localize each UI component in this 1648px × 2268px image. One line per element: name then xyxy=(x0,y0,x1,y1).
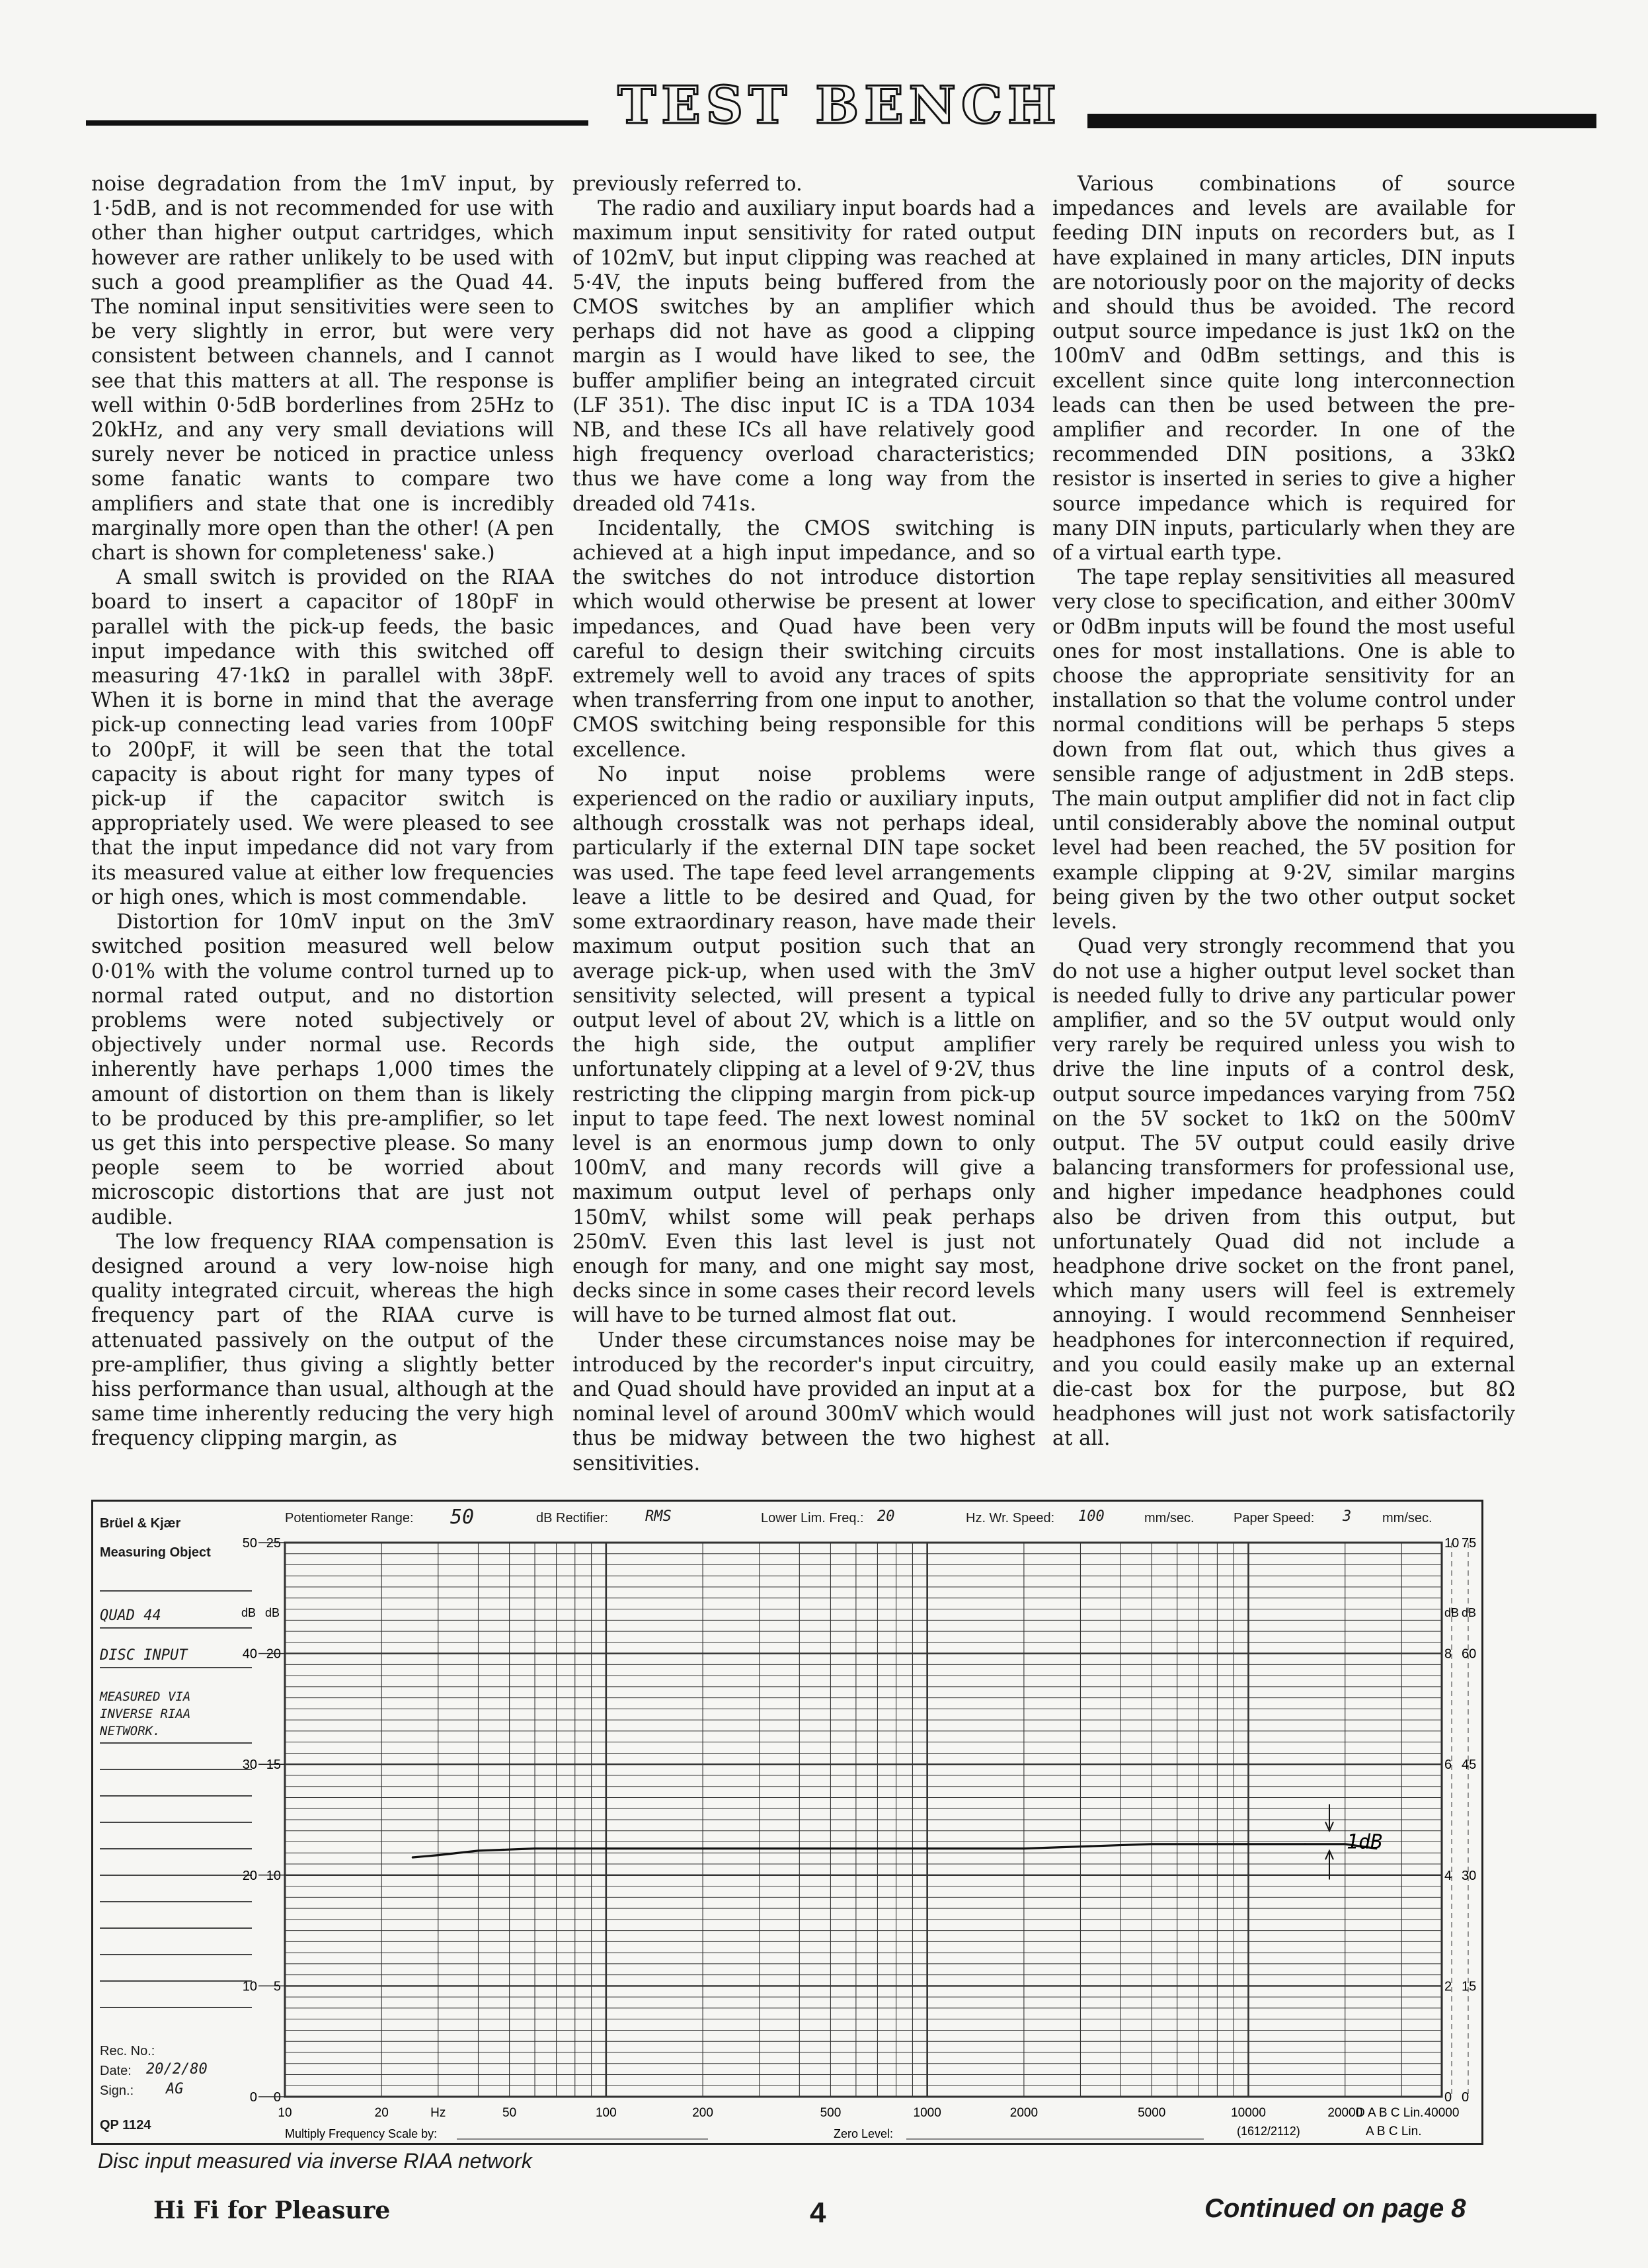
x-tick-label: Hz xyxy=(430,2106,446,2120)
rectifier-value: RMS xyxy=(645,1508,672,1525)
y-tick-label-outer: 10 xyxy=(242,1979,257,1994)
x-tick-label: 500 xyxy=(820,2106,842,2120)
y-tick-label-inner: 15 xyxy=(266,1758,281,1773)
mm-sec-label-2: mm/sec. xyxy=(1382,1511,1432,1525)
sign-label: Sign.: xyxy=(100,2084,134,2098)
lower-lim-value: 20 xyxy=(877,1508,895,1525)
response-point xyxy=(830,1847,832,1849)
response-point xyxy=(1151,1843,1153,1845)
response-point xyxy=(412,1856,414,1858)
y-tick-label-right-inner: 6 xyxy=(1444,1758,1452,1773)
paragraph: Various combinations of source impedances and levels are available for feeding DIN inputs on recorders but, as I have explained in many articles, DIN inputs are notoriously poor on the majority of decks and should thus be avoided. The record output source impedance is just 1kΩ on the 100mV and 0dBm settings, and this is excellent since quite long interconnection leads can then be used between the pre-amplifier and recorder. In one of the recommended DIN positions, a 33kΩ resistor is inserted in series to give a higher source impedance which is required for many DIN inputs, particularly when they are of a virtual earth type. xyxy=(1052,173,1515,565)
paragraph: The tape replay sensitivities all measured very close to specification, and either 300mV or 0dBm inputs will be found the most useful ones for most installations. One is able to choose the appropriate sensitivity for an installation so that the volume control under normal conditions will be perhaps 5 steps down from flat out, which thus gives a sensible range of adjustment in 2dB steps. The main output amplifier did not in fact clip until considerably above the nominal output level had been reached, the 5V position for example clipping at 9·2V, similar margins being given by the two other output socket levels. xyxy=(1052,566,1515,934)
page-header xyxy=(86,75,1596,136)
header-rule-right xyxy=(1087,114,1596,128)
response-point xyxy=(605,1847,607,1849)
header-rule-left xyxy=(86,120,588,126)
x-tick-label: 200 xyxy=(692,2106,713,2120)
paragraph: previously referred to. xyxy=(572,173,803,196)
rec-no-label: Rec. No.: xyxy=(100,2044,155,2058)
handwritten-object-4: INVERSE RIAA xyxy=(100,1707,191,1721)
y-tick-label-right-outer: 0 xyxy=(1462,2090,1470,2105)
x-tick-label: 20 xyxy=(374,2106,389,2120)
response-point xyxy=(477,1849,479,1851)
zero-level-label: Zero Level: xyxy=(834,2127,894,2140)
x-tick-label: 5000 xyxy=(1138,2106,1166,2120)
paper-code: (1612/2112) xyxy=(1237,2125,1300,2138)
response-point xyxy=(701,1847,703,1849)
text-column-2 xyxy=(572,172,1035,1494)
footer-magazine-name: Hi Fi for Pleasure xyxy=(153,2197,391,2224)
paragraph: Incidentally, the CMOS switching is achieved at a high input impedance, and so the switches do not introduce distortion which would otherwise be present at lower impedances, and Quad have been very careful to design their switching circuits extremely well to avoid any traces of spits when transferring from one input to another, CMOS switching being responsible for this excellence. xyxy=(572,516,1035,762)
x-tick-label: 100 xyxy=(595,2106,617,2120)
footer-page-number: 4 xyxy=(810,2197,826,2229)
y-tick-label-inner: 25 xyxy=(266,1536,281,1551)
mm-sec-label: mm/sec. xyxy=(1144,1511,1195,1525)
y-tick-label-right-inner: 10 xyxy=(1444,1536,1460,1551)
x-tick-label: 10000 xyxy=(1231,2106,1266,2120)
handwritten-object-3: MEASURED VIA xyxy=(100,1689,191,1704)
x-tick-label: 40000 xyxy=(1424,2106,1460,2120)
filter-labels-top: D A B C Lin. xyxy=(1356,2106,1424,2120)
lower-lim-label: Lower Lim. Freq.: xyxy=(761,1511,864,1525)
sign-value: AG xyxy=(166,2081,184,2097)
filter-labels-bottom: A B C Lin. xyxy=(1366,2125,1422,2138)
rectifier-label: dB Rectifier: xyxy=(536,1511,608,1525)
response-point xyxy=(1023,1847,1025,1849)
brand-label: Brüel & Kjær xyxy=(100,1516,181,1531)
handwritten-object-2: DISC INPUT xyxy=(100,1647,188,1664)
figure-caption: Disc input measured via inverse RIAA network xyxy=(98,2149,532,2173)
x-tick-label: 10 xyxy=(278,2106,292,2120)
footer-continued: Continued on page 8 xyxy=(1204,2194,1466,2223)
response-point xyxy=(1304,1843,1306,1845)
chart-plot xyxy=(93,1502,1481,2143)
header-title: TEST BENCH xyxy=(617,75,1062,136)
form-id: QP 1124 xyxy=(100,2118,151,2132)
x-tick-label: 20000 xyxy=(1327,2106,1363,2120)
response-point xyxy=(1247,1843,1249,1845)
y-tick-label-inner: 20 xyxy=(266,1646,281,1662)
pen-chart xyxy=(91,1500,1483,2145)
response-point xyxy=(1344,1843,1346,1845)
handwritten-object-1: QUAD 44 xyxy=(100,1607,161,1624)
paragraph: Quad very strongly recommend that you do not use a higher output level socket than is needed fully to drive any particular power amplifier, and so the 5V output would only very rarely be required unless you wish to drive the line inputs of a control desk, output source impedances varying from 75Ω on the 5V socket to 1kΩ on the 500mV output. The 5V output could easily drive balancing transformers for professional use, and higher impedance headphones could also be driven from this output, but unfortunately Quad did not include a headphone drive socket on the front panel, which many users will feel is extremely annoying. I would recommend Sennheiser headphones for interconnection if required, and you could easily make up an external die-cast box for the purpose, but 8Ω headphones will just not work satisfactorily at all. xyxy=(1052,935,1515,1451)
y-tick-label-inner: 5 xyxy=(273,1979,281,1994)
y-tick-label-right-outer: 15 xyxy=(1462,1979,1477,1994)
y-unit-right-inner: dB xyxy=(1444,1606,1460,1619)
x-tick-label: 1000 xyxy=(913,2106,941,2120)
paragraph: No input noise problems were experienced on the radio or auxiliary inputs, although crosstalk was not perhaps ideal, particularly if the external DIN tape socket was used. The tape feed level arrangements leave a little to be desired and Quad, for some extraordinary reason, have made their maximum output position such that an average pick-up, when used with the 3mV sensitivity selected, will present a typical output level of about 2V, which is a little on the high side, the output amplifier unfortunately clipping at a level of 9·2V, thus restricting the clipping margin from pick-up input to tape feed. The next lowest nominal level is an enormous jump down to only 100mV, and many records will give a maximum output level of perhaps only 150mV, whilst some will peak perhaps 250mV. Even this last level is just not enough for many, and one might say most, decks since in some cases their record levels will have to be turned almost flat out. xyxy=(572,762,1035,1328)
paragraph: noise degradation from the 1mV input, by 1·5dB, and is not recommended for use with other than higher output cartridges, which however are rather unlikely to be used with such a good preamplifier as the Quad 44. The nominal input sensitivities were seen to be very slightly in error, but were very consistent between channels, and I cannot see that this matters at all. The response is well within 0·5dB borderlines from 25Hz to 20kHz, and any very small deviations will surely never be noticed in practice unless some fanatic wants to compare two amplifiers and state that one is incredibly marginally more open than the other! (A pen chart is shown for completeness' sake.) xyxy=(91,173,554,565)
multiply-frequency-label: Multiply Frequency Scale by: xyxy=(285,2127,438,2140)
measuring-object-label: Measuring Object xyxy=(100,1545,211,1560)
annotation-1db: 1dB xyxy=(1347,1830,1383,1854)
y-tick-label-right-outer: 45 xyxy=(1462,1758,1477,1773)
x-tick-label: 2000 xyxy=(1009,2106,1039,2120)
y-unit-left-inner: dB xyxy=(264,1606,280,1619)
date-label: Date: xyxy=(100,2064,132,2078)
potentiometer-value: 50 xyxy=(450,1506,475,1529)
paper-speed-label: Paper Speed: xyxy=(1234,1511,1315,1525)
paragraph: The low frequency RIAA compensation is designed around a very low-noise high quality integrated circuit, whereas the high frequency part of the RIAA curve is attenuated passively on the output of the pre-amplifier, thus giving a slightly better hiss performance than usual, although at the same time inherently reducing the very high frequency clipping margin, as xyxy=(91,1230,554,1451)
response-point xyxy=(533,1847,535,1849)
handwritten-object-5: NETWORK. xyxy=(100,1724,161,1738)
paragraph: Distortion for 10mV input on the 3mV switched position measured well below 0·01% with the volume control turned up to normal rated output, and no distortion problems were noted subjectively or objectively under normal use. Records inherently have perhaps 1,000 times the amount of distortion on them than is likely to be produced by this pre-amplifier, so let us get this into perspective please. So many people seem to be worried about microscopic distortions that are just not audible. xyxy=(91,911,554,1229)
y-tick-label-outer: 50 xyxy=(242,1536,257,1551)
wr-speed-value: 100 xyxy=(1078,1508,1105,1525)
x-tick-label: 50 xyxy=(502,2106,517,2120)
y-tick-label-right-inner: 8 xyxy=(1444,1646,1452,1662)
y-tick-label-outer: 20 xyxy=(242,1868,257,1883)
y-tick-label-inner: 0 xyxy=(273,2090,281,2105)
y-tick-label-inner: 10 xyxy=(266,1868,281,1883)
y-unit-right-outer: dB xyxy=(1462,1606,1477,1619)
y-tick-label-outer: 0 xyxy=(249,2090,257,2105)
y-tick-label-right-inner: 2 xyxy=(1444,1979,1452,1994)
paragraph: A small switch is provided on the RIAA board to insert a capacitor of 180pF in parallel with the pick-up feeds, the basic input impedance with this switched off measuring 47·1kΩ in parallel with 38pF. When it is borne in mind that the average pick-up connecting lead varies from 100pF to 200pF, it will be seen that the total capacity is about right for many types of pick-up if the capacitor switch is appropriately used. We were pleased to see that the input impedance did not vary from its measured value at either low frequencies or high ones, which is most commendable. xyxy=(91,566,554,909)
response-point xyxy=(926,1847,928,1849)
y-tick-label-right-outer: 75 xyxy=(1462,1536,1477,1551)
response-curve xyxy=(412,1844,1376,1857)
y-tick-label-right-inner: 4 xyxy=(1444,1868,1452,1883)
potentiometer-label: Potentiometer Range: xyxy=(285,1511,414,1525)
y-tick-label-right-inner: 0 xyxy=(1444,2090,1452,2105)
paragraph: Under these circumstances noise may be introduced by the recorder's input circuitry, and Quad should have provided an input at a nominal level of around 300mV which would thus be midway between the two highest sensitivities. xyxy=(572,1328,1035,1475)
response-point xyxy=(437,1854,439,1856)
y-tick-label-outer: 30 xyxy=(242,1758,257,1773)
y-unit-left-outer: dB xyxy=(241,1606,256,1619)
y-tick-label-outer: 40 xyxy=(242,1646,257,1662)
y-tick-label-right-outer: 30 xyxy=(1462,1868,1477,1883)
paper-speed-value: 3 xyxy=(1343,1508,1352,1525)
hz-wr-speed-label: Hz. Wr. Speed: xyxy=(966,1511,1055,1525)
y-tick-label-right-outer: 60 xyxy=(1462,1646,1477,1662)
paragraph: The radio and auxiliary input boards had a maximum input sensitivity for rated output of 102mV, but input clipping was reached at 5·4V, the inputs being buffered from the CMOS switches by an amplifier which perhaps did not have as good a clipping margin as I would have liked to see, the buffer amplifier being an integrated circuit (LF 351). The disc input IC is a TDA 1034 NB, and these ICs all have relatively good high frequency overload characteristics; thus we have come a long way from the dreaded old 741s. xyxy=(572,197,1035,516)
text-column-3 xyxy=(1052,172,1515,1494)
text-column-1 xyxy=(91,172,554,1494)
date-value: 20/2/80 xyxy=(146,2061,208,2078)
